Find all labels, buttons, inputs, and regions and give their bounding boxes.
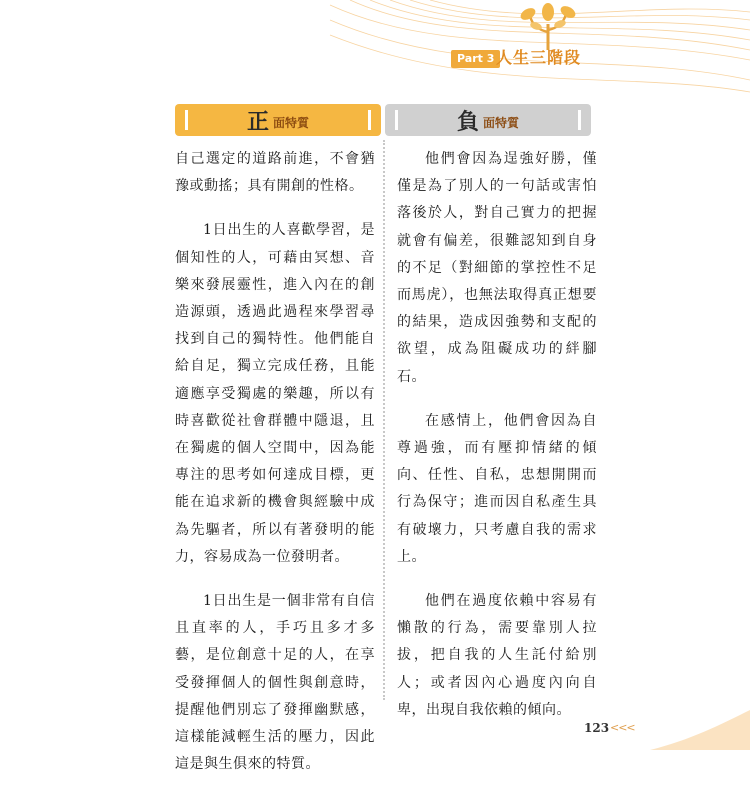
page-number: 123	[584, 721, 610, 735]
positive-paragraph: 1日出生是一個非常有自信且直率的人，手巧且多才多藝，是位創意十足的人，在享受發揮個人的個性與創意時，提醒他們別忘了發揮幽默感，這樣能減輕生活的壓力，因此這是與生俱來的特質。	[175, 593, 375, 773]
positive-heading-big: 正	[246, 109, 269, 135]
negative-paragraph: 他們會因為逞強好勝，僅僅是為了別人的一句話或害怕落後於人，對自己實力的把握就會有偏差，很難認知到自身的不足（對細節的掌控性不足而馬虎），也無法取得真正想要的結果，造成因強勢和支配的欲望，成為阻礙成功的絆腳石。	[397, 151, 597, 385]
positive-heading-small: 面特質	[273, 115, 310, 130]
negative-paragraph: 他們在過度依賴中容易有懶散的行為，需要靠別人拉拔，把自我的人生託付給別人；或者因內心過度內向自卑，出現自我依賴的傾向。	[397, 593, 597, 718]
header-bar-left	[185, 110, 188, 130]
part-label: Part 3	[451, 50, 500, 68]
positive-paragraph: 1日出生的人喜歡學習，是個知性的人，可藉由冥想、音樂來發展靈性，進入內在的創造源頭，透過此過程來學習尋找到自己的獨特性。他們能自給自足，獨立完成任務，且能適應享受獨處的樂趣，所以有時喜歡從社會群體中隱退，且在獨處的個人空間中，因為能專注的思考如何達成目標，更能在追求新的機會與經驗中成為先驅者，所以有著發明的能力，容易成為一位發明者。	[175, 222, 375, 565]
header-bar-left	[395, 110, 398, 130]
positive-traits-column	[175, 146, 375, 795]
negative-heading-small: 面特質	[483, 115, 520, 130]
negative-traits-header	[385, 104, 591, 136]
negative-heading-big: 負	[456, 109, 479, 135]
negative-paragraph: 在感情上，他們會因為自尊過強，而有壓抑情緒的傾向、任性、自私，忠想開開而行為保守；進而因自私產生具有破壞力，只考慮自我的需求上。	[397, 412, 597, 565]
section-title: 人生三階段	[496, 48, 582, 67]
header-bar-right	[578, 110, 581, 130]
column-divider	[383, 140, 385, 700]
chevron-icon: <<<	[610, 721, 635, 734]
decorative-corner	[620, 710, 750, 750]
positive-traits-header	[175, 104, 381, 136]
positive-paragraph: 自己選定的道路前進，不會猶豫或動搖；具有開創的性格。	[175, 151, 375, 195]
header-bar-right	[368, 110, 371, 130]
negative-traits-column	[397, 146, 597, 741]
